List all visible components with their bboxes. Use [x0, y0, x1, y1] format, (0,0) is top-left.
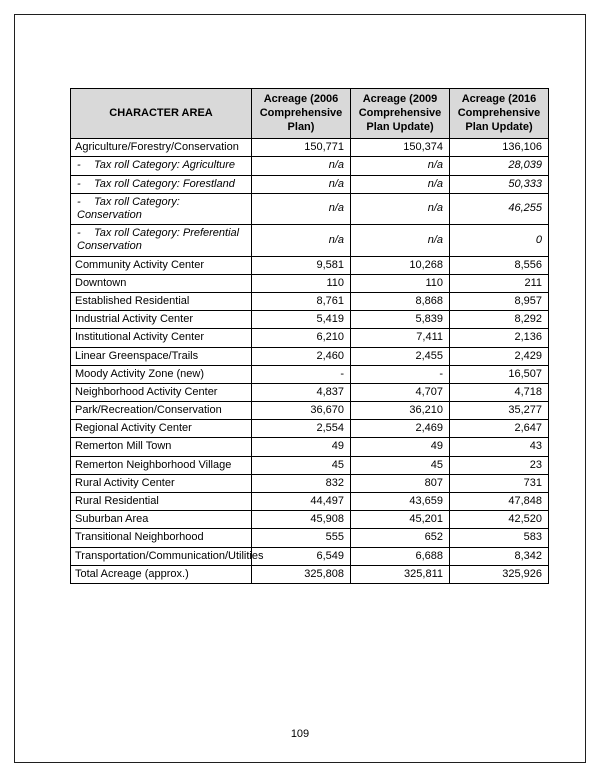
row-value: 49 — [252, 438, 351, 456]
row-label: Industrial Activity Center — [71, 311, 252, 329]
row-value: 8,292 — [450, 311, 549, 329]
row-value: 6,210 — [252, 329, 351, 347]
row-value: 42,520 — [450, 511, 549, 529]
row-value: 36,210 — [351, 402, 450, 420]
row-value: 2,647 — [450, 420, 549, 438]
row-value: 8,957 — [450, 292, 549, 310]
table-row — [71, 274, 549, 292]
row-value: 35,277 — [450, 402, 549, 420]
row-label — [71, 175, 252, 193]
character-area-table-container — [70, 88, 548, 584]
row-value: 832 — [252, 474, 351, 492]
row-value: 4,707 — [351, 383, 450, 401]
header-character-area: CHARACTER AREA — [71, 89, 252, 139]
table-row — [71, 383, 549, 401]
dash-bullet: - — [77, 159, 81, 172]
table-row — [71, 493, 549, 511]
table-row — [71, 175, 549, 193]
row-label: Transportation/Communication/Utilities — [71, 547, 252, 565]
sub-row-label-text: Tax roll Category: Forestland — [94, 177, 235, 190]
row-value: n/a — [351, 225, 450, 256]
dash-bullet: - — [77, 177, 81, 190]
table-row — [71, 474, 549, 492]
row-value: 45 — [252, 456, 351, 474]
row-value: 150,771 — [252, 139, 351, 157]
row-value: 28,039 — [450, 157, 549, 175]
row-value: n/a — [351, 157, 450, 175]
row-value: 583 — [450, 529, 549, 547]
row-value: 7,411 — [351, 329, 450, 347]
row-value: n/a — [351, 193, 450, 224]
row-value: 2,455 — [351, 347, 450, 365]
row-value: n/a — [252, 157, 351, 175]
table-row — [71, 511, 549, 529]
row-value: 8,761 — [252, 292, 351, 310]
row-value: 325,808 — [252, 565, 351, 583]
row-value: 2,460 — [252, 347, 351, 365]
table-row — [71, 225, 549, 256]
row-label: Remerton Neighborhood Village — [71, 456, 252, 474]
table-header — [71, 89, 549, 139]
row-label: Regional Activity Center — [71, 420, 252, 438]
row-value: 136,106 — [450, 139, 549, 157]
row-label — [71, 193, 252, 224]
row-value: 2,429 — [450, 347, 549, 365]
row-value: 16,507 — [450, 365, 549, 383]
row-label — [71, 225, 252, 256]
row-label: Established Residential — [71, 292, 252, 310]
row-value: 652 — [351, 529, 450, 547]
row-label: Remerton Mill Town — [71, 438, 252, 456]
row-value: 6,549 — [252, 547, 351, 565]
row-value: 5,839 — [351, 311, 450, 329]
row-label: Park/Recreation/Conservation — [71, 402, 252, 420]
row-label: Downtown — [71, 274, 252, 292]
row-label: Moody Activity Zone (new) — [71, 365, 252, 383]
row-label: Neighborhood Activity Center — [71, 383, 252, 401]
row-value: 45,201 — [351, 511, 450, 529]
sub-row-label-text: Tax roll Category: Preferential Conservation — [77, 227, 240, 253]
row-value: 44,497 — [252, 493, 351, 511]
row-value: 46,255 — [450, 193, 549, 224]
row-value: 43,659 — [351, 493, 450, 511]
row-label: Agriculture/Forestry/Conservation — [71, 139, 252, 157]
row-label: Rural Activity Center — [71, 474, 252, 492]
row-value: - — [252, 365, 351, 383]
row-value: 2,469 — [351, 420, 450, 438]
table-row — [71, 365, 549, 383]
row-value: 8,342 — [450, 547, 549, 565]
dash-bullet: - — [77, 195, 81, 208]
row-label: Linear Greenspace/Trails — [71, 347, 252, 365]
row-value: 5,419 — [252, 311, 351, 329]
row-value: n/a — [252, 225, 351, 256]
row-value: 47,848 — [450, 493, 549, 511]
table-row — [71, 420, 549, 438]
row-value: n/a — [351, 175, 450, 193]
row-value: 150,374 — [351, 139, 450, 157]
table-row — [71, 292, 549, 310]
row-value: 50,333 — [450, 175, 549, 193]
row-value: 325,811 — [351, 565, 450, 583]
table-row — [71, 438, 549, 456]
row-label: Suburban Area — [71, 511, 252, 529]
row-value: 110 — [252, 274, 351, 292]
row-value: 555 — [252, 529, 351, 547]
dash-bullet: - — [77, 227, 81, 240]
table-row — [71, 157, 549, 175]
table-row — [71, 139, 549, 157]
table-row — [71, 311, 549, 329]
row-value: - — [351, 365, 450, 383]
table-row — [71, 547, 549, 565]
row-label: Total Acreage (approx.) — [71, 565, 252, 583]
row-value: 4,718 — [450, 383, 549, 401]
sub-row-label-text: Tax roll Category: Conservation — [77, 195, 180, 221]
row-value: 49 — [351, 438, 450, 456]
table-row — [71, 256, 549, 274]
row-value: 2,136 — [450, 329, 549, 347]
row-value: 23 — [450, 456, 549, 474]
row-value: 9,581 — [252, 256, 351, 274]
header-acreage-2016: Acreage (2016 Comprehensive Plan Update) — [450, 89, 549, 139]
row-label: Rural Residential — [71, 493, 252, 511]
row-value: 807 — [351, 474, 450, 492]
table-row — [71, 193, 549, 224]
row-label: Community Activity Center — [71, 256, 252, 274]
row-value: 0 — [450, 225, 549, 256]
row-value: n/a — [252, 193, 351, 224]
table-row — [71, 456, 549, 474]
table-body — [71, 139, 549, 584]
row-value: 8,556 — [450, 256, 549, 274]
row-value: 8,868 — [351, 292, 450, 310]
row-value: 45,908 — [252, 511, 351, 529]
row-value: 43 — [450, 438, 549, 456]
sub-row-label-text: Tax roll Category: Agriculture — [94, 159, 236, 172]
header-acreage-2009: Acreage (2009 Comprehensive Plan Update) — [351, 89, 450, 139]
table-row — [71, 402, 549, 420]
row-value: 2,554 — [252, 420, 351, 438]
row-value: n/a — [252, 175, 351, 193]
table-row — [71, 329, 549, 347]
row-label: Transitional Neighborhood — [71, 529, 252, 547]
row-label: Institutional Activity Center — [71, 329, 252, 347]
row-value: 6,688 — [351, 547, 450, 565]
row-value: 10,268 — [351, 256, 450, 274]
table-row — [71, 529, 549, 547]
row-label — [71, 157, 252, 175]
row-value: 4,837 — [252, 383, 351, 401]
character-area-acreage-table — [70, 88, 549, 584]
row-value: 731 — [450, 474, 549, 492]
row-value: 110 — [351, 274, 450, 292]
row-value: 36,670 — [252, 402, 351, 420]
row-value: 211 — [450, 274, 549, 292]
page-number: 109 — [290, 728, 310, 740]
table-header-row — [71, 89, 549, 139]
header-acreage-2006: Acreage (2006 Comprehensive Plan) — [252, 89, 351, 139]
table-row — [71, 565, 549, 583]
table-row — [71, 347, 549, 365]
row-value: 45 — [351, 456, 450, 474]
row-value: 325,926 — [450, 565, 549, 583]
